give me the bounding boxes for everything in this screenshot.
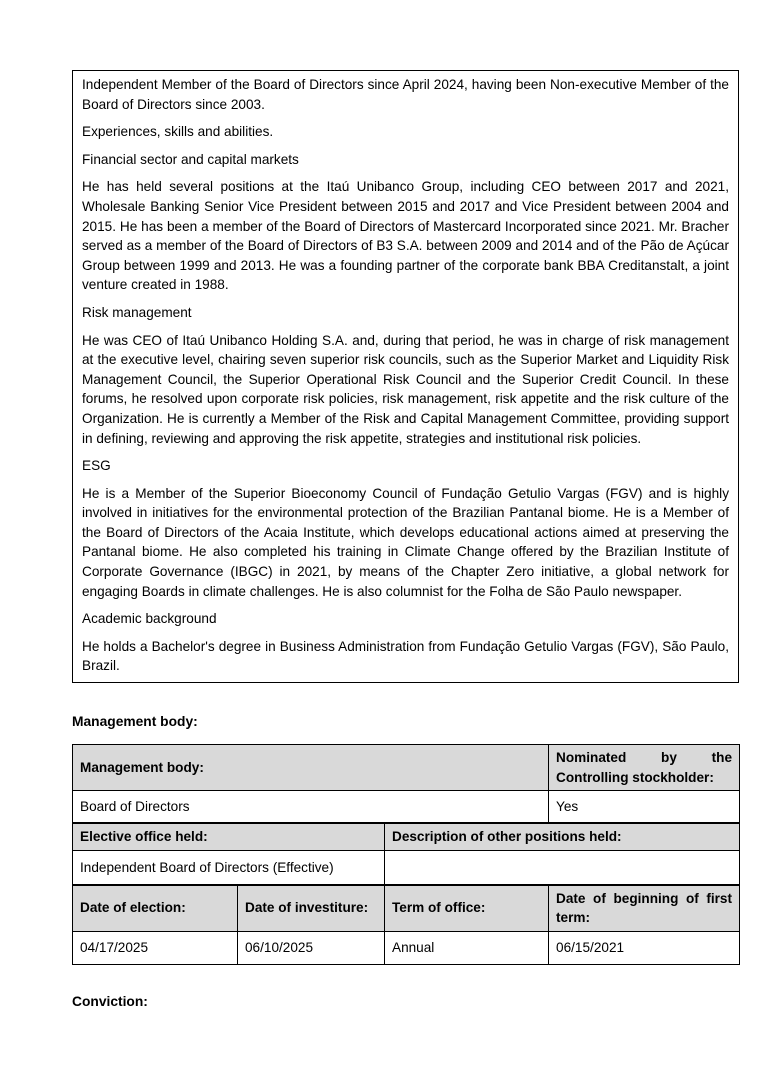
table-row-header-management-body	[73, 745, 740, 791]
table-row-header-elective-office	[73, 823, 740, 851]
bio-subheading-esg: ESG	[82, 458, 111, 474]
cell-value-nominated-yes: Yes	[549, 791, 740, 823]
bio-paragraph-academic: He holds a Bachelor's degree in Business Administration from Fundação Getulio Vargas (FGV), São Paulo, Brazil.	[82, 638, 729, 674]
cell-header-elective-office-held: Elective office held:	[73, 823, 385, 851]
management-body-table	[72, 744, 740, 965]
bio-subheading-experiences: Experiences, skills and abilities.	[82, 124, 274, 140]
bio-paragraph-risk: He was CEO of Itaú Unibanco Holding S.A. and, during that period, he was in charge of risk management at the executive level, chairing seven superior risk councils, such as the Superior Market and Liquidity Risk Management Council, the Superior Operational Risk Council and the Superior Credit Council. In these forums, he resolved upon corporate risk policies, risk management, risk appetite and the risk culture of the Organization. He is currently a Member of the Risk and Capital Management Committee, providing support in defining, reviewing and approving the risk appetite, strategies and institutional risk policies.	[82, 332, 729, 446]
bio-paragraph-positions: He has held several positions at the Itaú Unibanco Group, including CEO between 2017 and 2021, Wholesale Banking Senior Vice President between 2015 and 2017 and Vice President between 2004 and 2015. He has been a member of the Board of Directors of Mastercard Incorporated since 2021. Mr. Bracher served as a member of the Board of Directors of B3 S.A. between 2009 and 2014 and of the Pão de Açúcar Group between 1999 and 2013. He was a founding partner of the corporate bank BBA Creditanstalt, a joint venture created in 1988.	[82, 179, 729, 293]
cell-value-elective-office-held: Independent Board of Directors (Effective)	[73, 851, 385, 885]
cell-header-management-body: Management body:	[73, 745, 549, 791]
cell-header-date-of-investiture: Date of investiture:	[238, 885, 385, 932]
conviction-heading: Conviction:	[72, 994, 148, 1009]
table-row-value-management-body	[73, 791, 740, 823]
bio-paragraph-membership: Independent Member of the Board of Directors since April 2024, having been Non-executive Member of the Board of Directors since 2003.	[82, 77, 729, 112]
bio-subheading-risk-management: Risk management	[82, 304, 192, 320]
cell-value-description-other-positions	[385, 851, 740, 885]
bio-subheading-financial-sector: Financial sector and capital markets	[82, 151, 299, 167]
management-body-heading: Management body:	[72, 714, 198, 729]
cell-value-date-of-beginning-first-term: 06/15/2021	[549, 931, 740, 964]
cell-header-date-of-election: Date of election:	[73, 885, 238, 932]
cell-value-term-of-office: Annual	[385, 931, 549, 964]
table-row-value-dates	[73, 931, 740, 964]
cell-header-date-of-beginning-first-term: Date of beginning of first term:	[549, 885, 740, 932]
cell-header-term-of-office: Term of office:	[385, 885, 549, 932]
cell-value-date-of-election: 04/17/2025	[73, 931, 238, 964]
bio-paragraph-esg: He is a Member of the Superior Bioeconomy Council of Fundação Getulio Vargas (FGV) and is highly involved in initiatives for the environmental protection of the Brazilian Pantanal biome. He is a Member of the Board of Directors of the Acaia Institute, which develops educational actions aimed at preserving the Pantanal biome. He also completed his training in Climate Change offered by the Brazilian Institute of Corporate Governance (IBGC) in 2021, by means of the Chapter Zero initiative, a global network for engaging Boards in climate challenges. He is also columnist for the Folha de São Paulo newspaper.	[82, 485, 729, 599]
table-row-header-dates	[73, 885, 740, 932]
cell-value-board-of-directors: Board of Directors	[73, 791, 549, 823]
director-bio-box	[72, 70, 739, 683]
cell-header-nominated-by-controlling-stockholder: Nominated by the Controlling stockholder:	[549, 745, 740, 791]
bio-subheading-academic: Academic background	[82, 611, 217, 627]
cell-value-date-of-investiture: 06/10/2025	[238, 931, 385, 964]
table-row-value-elective-office	[73, 851, 740, 885]
cell-header-description-other-positions: Description of other positions held:	[385, 823, 740, 851]
